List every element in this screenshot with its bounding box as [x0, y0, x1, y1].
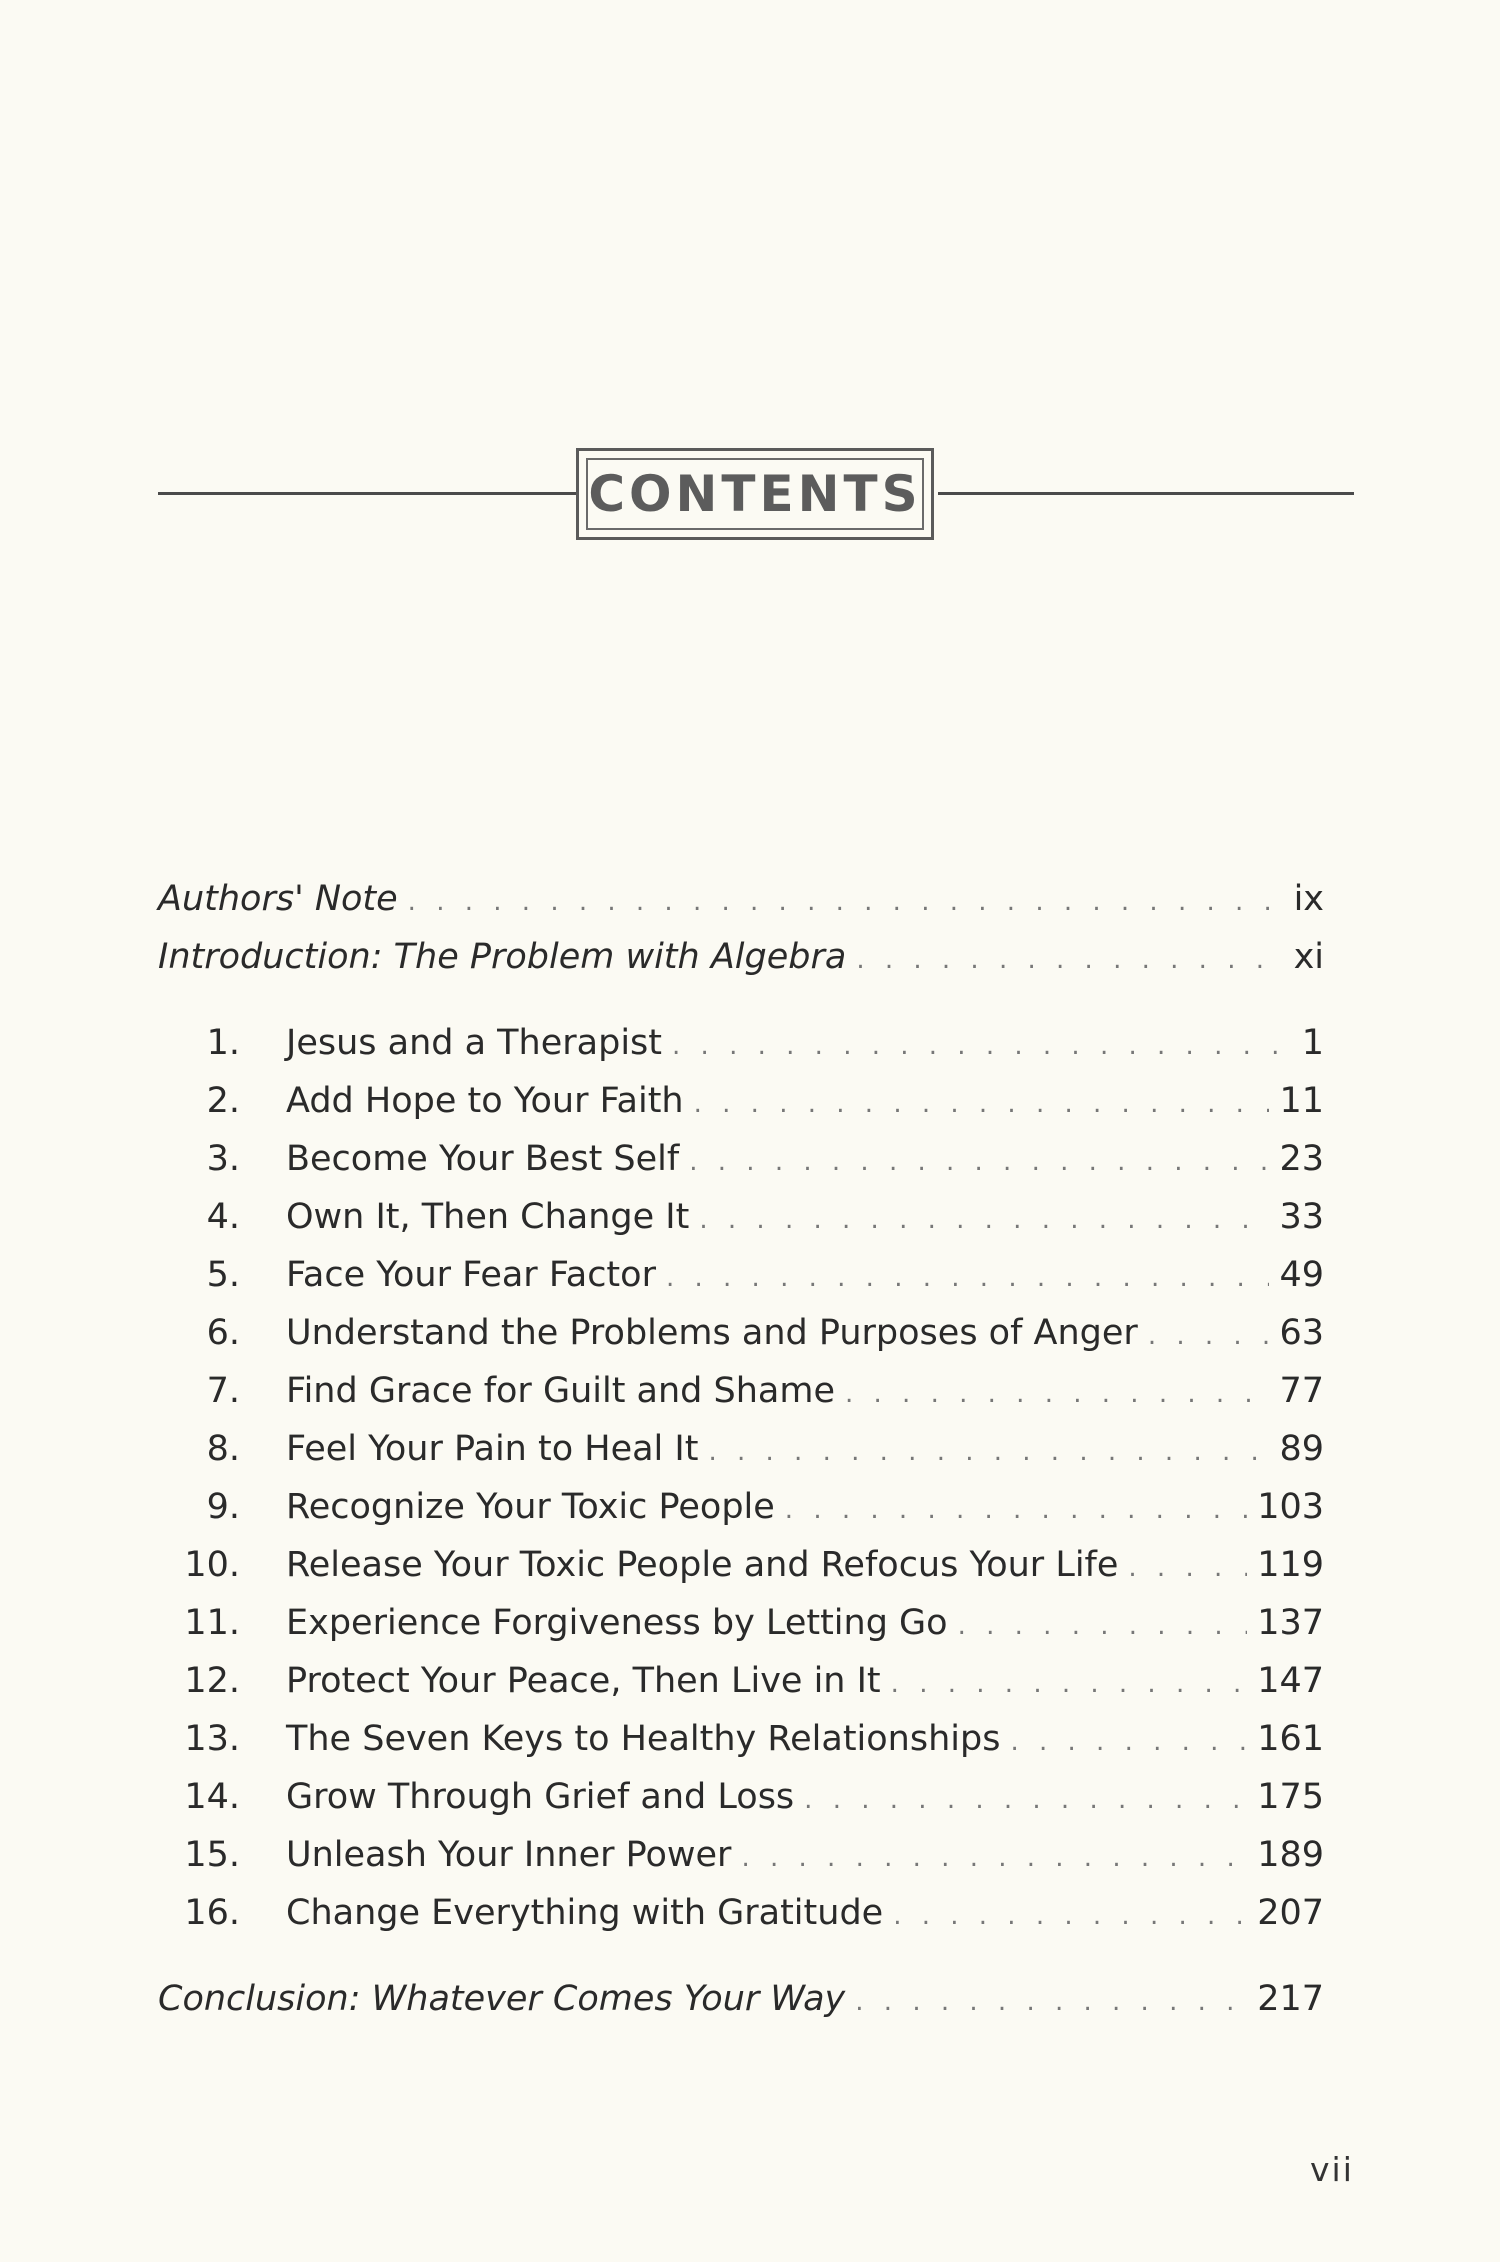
- toc-entry-chapter[interactable]: [158, 1014, 1324, 1072]
- toc-entry-page: 63: [1279, 1313, 1324, 1353]
- chapter-number: 10.: [184, 1545, 240, 1585]
- toc-entry-chapter[interactable]: [158, 1652, 1324, 1710]
- title-frame-inner: [586, 458, 924, 530]
- header-rule-left: [158, 492, 578, 495]
- toc-entry-chapter[interactable]: [158, 1594, 1324, 1652]
- toc-entry-chapter[interactable]: [158, 1536, 1324, 1594]
- toc-entry-introduction[interactable]: [158, 928, 1324, 986]
- toc-entry-page: 103: [1257, 1487, 1324, 1527]
- toc-entry-title: Unleash Your Inner Power: [286, 1835, 732, 1875]
- chapter-number: 1.: [206, 1023, 240, 1063]
- toc-entry-title: Grow Through Grief and Loss: [286, 1777, 795, 1817]
- toc-entry-page: 137: [1257, 1603, 1324, 1643]
- chapter-number: 11.: [184, 1603, 240, 1643]
- toc-entry-chapter[interactable]: [158, 1362, 1324, 1420]
- chapter-number: 13.: [184, 1719, 240, 1759]
- toc-entry-chapter[interactable]: [158, 1826, 1324, 1884]
- toc-entry-page: 77: [1279, 1371, 1324, 1411]
- toc-entry-page: 119: [1257, 1545, 1324, 1585]
- chapter-number: 5.: [206, 1255, 240, 1295]
- chapter-number: 4.: [206, 1197, 240, 1237]
- chapter-number: 16.: [184, 1893, 240, 1933]
- toc-entry-page: ix: [1293, 879, 1324, 919]
- toc-entry-chapter[interactable]: [158, 1768, 1324, 1826]
- toc-entry-page: 189: [1257, 1835, 1324, 1875]
- dot-leader: [672, 1017, 1292, 1075]
- toc-entry-title: Recognize Your Toxic People: [286, 1487, 775, 1527]
- dot-leader: [741, 1829, 1247, 1887]
- toc-entry-title: Become Your Best Self: [286, 1139, 680, 1179]
- contents-header: [158, 448, 1354, 544]
- toc-entry-chapter[interactable]: [158, 1188, 1324, 1246]
- toc-entry-page: 161: [1257, 1719, 1324, 1759]
- dot-leader: [785, 1481, 1247, 1539]
- chapter-number: 8.: [206, 1429, 240, 1469]
- toc-entry-title: Feel Your Pain to Heal It: [286, 1429, 699, 1469]
- toc-entry-chapter[interactable]: [158, 1710, 1324, 1768]
- dot-leader: [694, 1075, 1270, 1133]
- toc-entry-title: Protect Your Peace, Then Live in It: [286, 1661, 881, 1701]
- toc-entry-title: Face Your Fear Factor: [286, 1255, 656, 1295]
- toc-entry-page: 23: [1279, 1139, 1324, 1179]
- chapter-number: 9.: [206, 1487, 240, 1527]
- chapter-number: 14.: [184, 1777, 240, 1817]
- toc-entry-page: 207: [1257, 1893, 1324, 1933]
- toc-entry-title: Conclusion: Whatever Comes Your Way: [158, 1979, 846, 2019]
- toc-entry-title: Introduction: The Problem with Algebra: [158, 937, 847, 977]
- toc-entry-title: Change Everything with Gratitude: [286, 1893, 884, 1933]
- toc-entry-authors-note[interactable]: [158, 870, 1324, 928]
- toc-entry-page: 89: [1279, 1429, 1324, 1469]
- dot-leader: [958, 1597, 1248, 1655]
- page-title: CONTENTS: [588, 465, 922, 523]
- dot-leader: [855, 1973, 1247, 2031]
- toc-entry-title: Jesus and a Therapist: [286, 1023, 663, 1063]
- toc-entry-title: The Seven Keys to Healthy Relationships: [286, 1719, 1001, 1759]
- toc-entry-page: 49: [1279, 1255, 1324, 1295]
- toc-entry-page: 217: [1257, 1979, 1324, 2019]
- chapter-number: 12.: [184, 1661, 240, 1701]
- toc-entry-title: Authors' Note: [158, 879, 398, 919]
- toc-entry-title: Experience Forgiveness by Letting Go: [286, 1603, 948, 1643]
- chapter-list: [158, 1014, 1324, 1942]
- toc-entry-page: 33: [1279, 1197, 1324, 1237]
- toc-entry-chapter[interactable]: [158, 1072, 1324, 1130]
- toc-entry-conclusion[interactable]: [158, 1970, 1324, 2028]
- toc-entry-title: Release Your Toxic People and Refocus Your Life: [286, 1545, 1119, 1585]
- toc-entry-title: Own It, Then Change It: [286, 1197, 690, 1237]
- toc-entry-title: Understand the Problems and Purposes of Anger: [286, 1313, 1138, 1353]
- chapter-number: 15.: [184, 1835, 240, 1875]
- dot-leader: [1010, 1713, 1247, 1771]
- toc-entry-page: 175: [1257, 1777, 1324, 1817]
- toc-entry-page: 147: [1257, 1661, 1324, 1701]
- toc-entry-chapter[interactable]: [158, 1884, 1324, 1942]
- dot-leader: [893, 1887, 1247, 1945]
- dot-leader: [804, 1771, 1247, 1829]
- dot-leader: [856, 931, 1283, 989]
- toc-entry-chapter[interactable]: [158, 1478, 1324, 1536]
- header-rule-right: [938, 492, 1354, 495]
- toc-entry-chapter[interactable]: [158, 1420, 1324, 1478]
- dot-leader: [1128, 1539, 1247, 1597]
- toc-entry-page: 11: [1279, 1081, 1324, 1121]
- chapter-number: 3.: [206, 1139, 240, 1179]
- chapter-number: 7.: [206, 1371, 240, 1411]
- dot-leader: [699, 1191, 1269, 1249]
- chapter-number: 6.: [206, 1313, 240, 1353]
- dot-leader: [708, 1423, 1269, 1481]
- dot-leader: [408, 873, 1284, 931]
- dot-leader: [845, 1365, 1269, 1423]
- toc-entry-chapter[interactable]: [158, 1246, 1324, 1304]
- dot-leader: [689, 1133, 1269, 1191]
- toc-entry-chapter[interactable]: [158, 1304, 1324, 1362]
- toc-entry-page: 1: [1301, 1023, 1324, 1063]
- dot-leader: [666, 1249, 1269, 1307]
- toc-entry-title: Find Grace for Guilt and Shame: [286, 1371, 835, 1411]
- chapter-number: 2.: [206, 1081, 240, 1121]
- dot-leader: [891, 1655, 1248, 1713]
- toc-entry-title: Add Hope to Your Faith: [286, 1081, 684, 1121]
- page-number: vii: [1310, 2150, 1354, 2189]
- toc-entry-page: xi: [1293, 937, 1324, 977]
- toc-entry-chapter[interactable]: [158, 1130, 1324, 1188]
- dot-leader: [1148, 1307, 1270, 1365]
- table-of-contents: [158, 870, 1324, 2028]
- title-frame: [576, 448, 934, 540]
